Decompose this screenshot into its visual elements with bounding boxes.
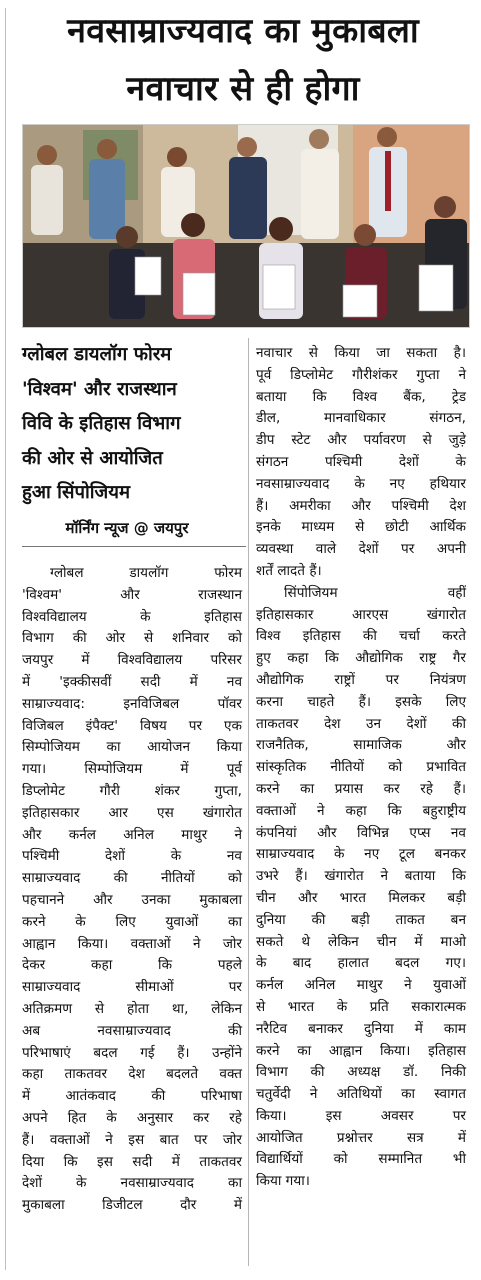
body-line: उभरे हैं। खंगारोत ने बताया कि — [256, 868, 466, 885]
body-line: साम्राज्यवाद की नीतियों को — [22, 870, 242, 887]
body-line: नरैटिव बनाकर दुनिया में काम — [256, 1020, 466, 1037]
body-line: डिप्लोमेट गौरी शंकर गुप्ता, — [22, 782, 242, 799]
body-line: विजिबल इंपैक्ट' विषय पर एक — [22, 717, 242, 734]
body-line: कंपनियां और विभिन्न एप्स नव — [256, 824, 466, 841]
body-line: औद्योगिक राष्ट्रों पर नियंत्रण — [256, 671, 466, 688]
body-line: किया। इस अवसर पर — [256, 1107, 466, 1124]
article-body-right-column — [256, 343, 466, 1193]
body-line: डीप स्टेट और पर्यावरण से जुड़े — [256, 432, 466, 449]
body-line: अब नवसाम्राज्यवाद की — [22, 1022, 242, 1039]
body-line: पश्चिमी देशों के नव — [22, 848, 242, 865]
body-line: परिभाषाएं बदल गई हैं। उन्होंने — [22, 1044, 242, 1061]
body-line: शर्तें लादते हैं। — [256, 562, 322, 579]
group-photo-icon — [23, 125, 469, 327]
body-line: साम्राज्यवाद: इनविजिबल पॉवर — [22, 695, 242, 712]
headline-line-2: नवाचार से ही होगा — [126, 69, 360, 109]
subhead-line-3: विवि के इतिहास विभाग — [22, 413, 181, 434]
body-line: ग्लोबल डायलॉग फोरम — [50, 565, 242, 581]
body-line: आयोजित प्रश्नोत्तर सत्र में — [256, 1129, 466, 1146]
body-line: इनके माध्यम से छोटी आर्थिक — [256, 519, 466, 536]
headline-line-1: नवसाम्राज्यवाद का मुकाबला — [67, 11, 419, 51]
body-line: करना चाहते हैं। इसके लिए — [256, 693, 466, 710]
body-line: हैं। अमरीका और पश्चिमी देश — [256, 497, 466, 514]
body-line: दुनिया की बड़ी ताकत बन — [256, 911, 466, 928]
body-line: सकते थे लेकिन चीन में माओ — [256, 933, 466, 950]
body-line: विश्वविद्यालय के इतिहास — [22, 608, 242, 625]
body-line: विद्यार्थियों को सम्मानित भी — [256, 1151, 466, 1168]
body-line: विश्व इतिहास की चर्चा करते — [256, 628, 466, 645]
body-line: से भारत के प्रति सकारात्मक — [256, 998, 466, 1015]
article-headline — [12, 2, 474, 118]
article-photo — [22, 124, 470, 328]
subhead-line-4: की ओर से आयोजित — [22, 447, 163, 469]
body-line: चतुर्वेदी ने अतिथियों का स्वागत — [256, 1086, 466, 1103]
body-line: वक्ताओं ने कहा कि बहुराष्ट्रीय — [256, 802, 466, 819]
body-line: कहा ताकतवर देश बदलते वक्त — [22, 1066, 242, 1083]
body-line: राजनैतिक, सामाजिक और — [256, 737, 466, 754]
body-line: हुए कहा कि औद्योगिक राष्ट्र गैर — [256, 650, 466, 667]
body-line: पहचानने और उनका मुकाबला — [22, 891, 242, 908]
body-line: में 'इक्कीसवीं सदी में नव — [22, 673, 242, 690]
article-byline: मॉर्निंग न्यूज @ जयपुर — [65, 519, 189, 537]
body-line: ताकतवर देश उन देशों की — [256, 715, 466, 732]
body-line: करने का प्रयास कर रहे हैं। — [256, 780, 466, 797]
body-line: पूर्व डिप्लोमेट गौरीशंकर गुप्ता ने — [256, 366, 466, 383]
body-line: सांस्कृतिक नीतियों को प्रभावित — [256, 759, 466, 776]
body-line: साम्राज्यवाद के नए टूल बनकर — [256, 846, 466, 863]
body-line: सिंपोजियम वहीं — [284, 584, 466, 601]
body-line: आह्वान किया। वक्ताओं ने जोर — [22, 935, 242, 952]
body-line: व्यवस्था वाले देशों पर अपनी — [256, 541, 466, 558]
body-line: सिम्पोजियम का आयोजन किया — [22, 739, 242, 756]
body-line: 'विश्वम' और राजस्थान — [22, 586, 242, 603]
body-line: के बाद हालात बदल गए। — [256, 955, 466, 972]
body-line: चीन और भारत मिलकर बड़ी — [256, 889, 466, 906]
body-line: करने का आह्वान किया। इतिहास — [256, 1042, 466, 1059]
body-line: विभाग की अध्यक्ष डॉ. निकी — [256, 1064, 466, 1081]
body-line: डील, मानवाधिकार संगठन, — [256, 410, 466, 427]
subhead-line-5: हुआ सिंपोजियम — [22, 482, 131, 503]
body-line: में आतंकवाद की परिभाषा — [22, 1088, 242, 1105]
column-divider — [248, 338, 249, 1266]
body-line: नवाचार से किया जा सकता है। — [256, 345, 466, 361]
body-line: नवसाम्राज्यवाद के नए हथियार — [256, 475, 466, 492]
subhead-line-2: 'विश्वम' और राजस्थान — [22, 378, 177, 400]
article-body-left-column — [22, 563, 242, 1217]
body-line: और कर्नल अनिल माथुर ने — [22, 826, 242, 843]
body-line: जयपुर में विश्वविद्यालय परिसर — [22, 652, 242, 669]
body-line: इतिहासकार आरएस खंगारोत — [256, 606, 466, 623]
byline-rule — [22, 546, 246, 547]
body-line: गया। सिम्पोजियम में पूर्व — [22, 761, 242, 778]
subhead-line-1: ग्लोबल डायलॉग फोरम — [22, 344, 172, 365]
body-line: अतिक्रमण से होता था, लेकिन — [22, 1000, 242, 1017]
body-line: मुकाबला डिजीटल दौर में — [22, 1197, 242, 1214]
body-line: संगठन पश्चिमी देशों के — [256, 453, 466, 470]
body-line: किया गया। — [256, 1173, 310, 1190]
body-line: करने के लिए युवाओं का — [22, 913, 242, 930]
body-line: देकर कहा कि पहले — [22, 957, 242, 974]
body-line: कर्नल अनिल माथुर ने युवाओं — [256, 977, 466, 994]
body-line: साम्राज्यवाद सीमाओं पर — [22, 979, 242, 996]
body-line: अपने हित के अनुसार कर रहे — [22, 1109, 242, 1126]
article-subheadline — [22, 338, 242, 511]
page-left-rule — [5, 8, 6, 1270]
body-line: हैं। वक्ताओं ने इस बात पर जोर — [22, 1131, 242, 1148]
body-line: विभाग की ओर से शनिवार को — [22, 630, 242, 647]
body-line: इतिहासकार आर एस खंगारोत — [22, 804, 242, 821]
body-line: दिया कि इस सदी में ताकतवर — [22, 1153, 242, 1170]
body-line: बताया कि विश्व बैंक, ट्रेड — [256, 388, 466, 405]
body-line: देशों के नवसाम्राज्यवाद का — [22, 1175, 242, 1192]
